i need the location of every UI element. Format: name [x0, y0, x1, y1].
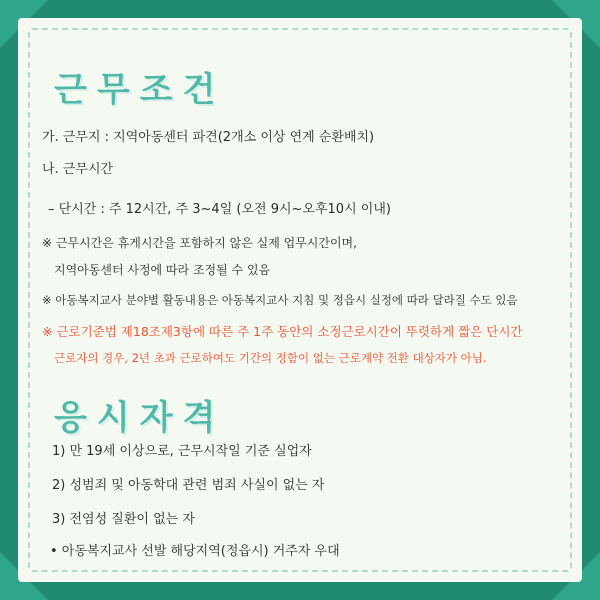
- note-activity-content: ※ 아동복지교사 분야별 활동내용은 아동복지교사 지침 및 정읍시 실정에 따라 달라질 수도 있음: [42, 293, 518, 307]
- eligibility-item-age: 1) 만 19세 이상으로, 근무시작일 기준 실업자: [52, 444, 312, 459]
- warning-labor-law-cont: 근로자의 경우, 2년 초과 근로하여도 기간의 정함이 없는 근로계약 전환 대상자가 아님.: [54, 351, 487, 365]
- content-panel: [18, 18, 582, 582]
- work-location-line: 가. 근무지 : 지역아동센터 파견(2개소 이상 연계 순환배치): [42, 130, 375, 145]
- note-work-hours: ※ 근무시간은 휴게시간을 포함하지 않은 실제 업무시간이며,: [42, 236, 357, 250]
- section-title-eligibility: 응시자격: [54, 398, 226, 438]
- eligibility-item-no-disease: 3) 전염성 질환이 없는 자: [52, 512, 195, 527]
- section-title-work-conditions: 근무조건: [54, 70, 226, 110]
- work-hours-label: 나. 근무시간: [42, 162, 114, 177]
- eligibility-preference-note: • 아동복지교사 선발 해당지역(정읍시) 거주자 우대: [50, 544, 340, 559]
- part-time-hours-line: – 단시간 : 주 12시간, 주 3~4일 (오전 9시~오후10시 이내): [48, 202, 391, 217]
- note-work-hours-cont: 지역아동센터 사정에 따라 조정될 수 있음: [54, 263, 271, 277]
- eligibility-item-no-crime: 2) 성범죄 및 아동학대 관련 범죄 사실이 없는 자: [52, 478, 325, 493]
- warning-labor-law: ※ 근로기준법 제18조제3항에 따른 주 1주 동안의 소정근로시간이 뚜렷하게 짧은 단시간: [42, 324, 523, 339]
